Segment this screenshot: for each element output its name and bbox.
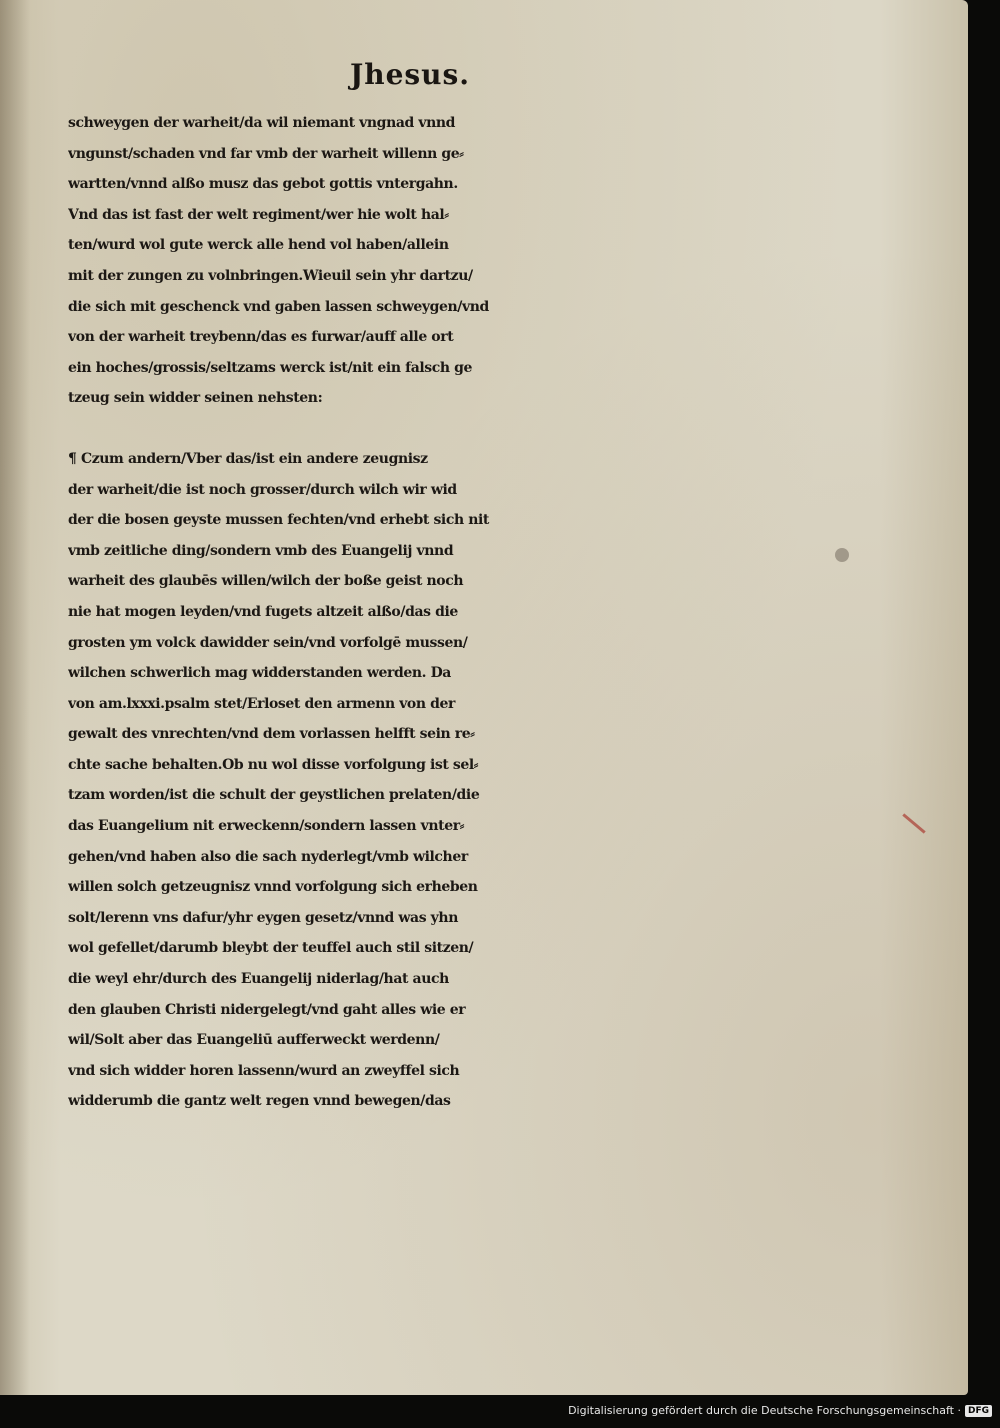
text-line: chte sache behalten.Ob nu wol disse vorfolgung ist sel⸗ — [68, 756, 479, 773]
text-line: ein hoches/grossis/seltzams werck ist/nit ein falsch ge — [68, 359, 473, 376]
ink-mark — [902, 813, 925, 833]
text-line: willen solch getzeugnisz vnnd vorfolgung sich erheben — [68, 879, 478, 896]
text-line: warheit des glaubēs willen/wilch der boße geist noch — [68, 573, 464, 590]
text-line: den glauben Christi nidergelegt/vnd gaht alles wie er — [68, 1001, 466, 1018]
text-line: vnd sich widder horen lassenn/wurd an zweyffel sich — [68, 1062, 460, 1079]
binding-shadow — [0, 0, 30, 1395]
text-line: wol gefellet/darumb bleybt der teuffel auch stil sitzen/ — [68, 940, 474, 957]
text-line: wil/Solt aber das Euangeliū aufferweckt werdenn/ — [68, 1032, 440, 1049]
text-line: grosten ym volck dawidder sein/vnd vorfolgē mussen/ — [68, 634, 468, 651]
dfg-logo-icon: DFG — [965, 1405, 992, 1417]
text-line: von der warheit treybenn/das es furwar/auff alle ort — [68, 329, 454, 346]
paper-stain — [835, 548, 849, 562]
digitization-credit — [568, 1404, 992, 1417]
text-line: tzeug sein widder seinen nehsten: — [68, 390, 323, 407]
text-line: Vnd das ist fast der welt regiment/wer hie wolt hal⸗ — [68, 206, 449, 223]
text-line: der warheit/die ist noch grosser/durch wilch wir wid — [68, 481, 457, 498]
text-line: die sich mit geschenck vnd gaben lassen schweygen/vnd — [68, 298, 489, 315]
text-line: widderumb die gantz welt regen vnnd bewegen/das — [68, 1093, 451, 1110]
text-line: schweygen der warheit/da wil niemant vngnad vnnd — [68, 115, 456, 131]
text-line: tzam worden/ist die schult der geystlichen prelaten/die — [68, 787, 480, 804]
text-line: vmb zeitliche ding/sondern vmb des Euangelij vnnd — [68, 542, 454, 559]
text-line: solt/lerenn vns dafur/yhr eygen gesetz/vnnd was yhn — [68, 909, 458, 926]
text-line: ten/wurd wol gute werck alle hend vol haben/allein — [68, 237, 449, 254]
text-line: nie hat mogen leyden/vnd fugets altzeit alßo/das die — [68, 603, 458, 620]
text-line: ¶ Czum andern/Vber das/ist ein andere zeugnisz — [68, 450, 428, 467]
text-line: das Euangelium nit erweckenn/sondern lassen vnter⸗ — [68, 818, 464, 835]
text-line: die weyl ehr/durch des Euangelij niderlag/hat auch — [68, 971, 449, 988]
text-line: gewalt des vnrechten/vnd dem vorlassen helfft sein re⸗ — [68, 726, 475, 743]
text-line: gehen/vnd haben also die sach nyderlegt/vmb wilcher — [68, 848, 468, 865]
text-line: der die bosen geyste mussen fechten/vnd erhebt sich nit — [68, 512, 489, 529]
text-line: vngunst/schaden vnd far vmb der warheit willenn ge⸗ — [68, 145, 464, 162]
body-text — [68, 108, 758, 1117]
credit-text: Digitalisierung gefördert durch die Deutsche Forschungsgemeinschaft · — [568, 1404, 961, 1417]
text-line: wartten/vnnd alßo musz das gebot gottis vntergahn. — [68, 176, 458, 193]
text-line: mit der zungen zu volnbringen.Wieuil sein yhr dartzu/ — [68, 267, 473, 284]
text-line: wilchen schwerlich mag widderstanden werden. Da — [68, 665, 451, 682]
page-header: Jhesus. — [350, 58, 471, 91]
paragraph-gap — [68, 414, 758, 444]
text-line: von am.lxxxi.psalm stet/Erloset den armenn von der — [68, 695, 455, 712]
